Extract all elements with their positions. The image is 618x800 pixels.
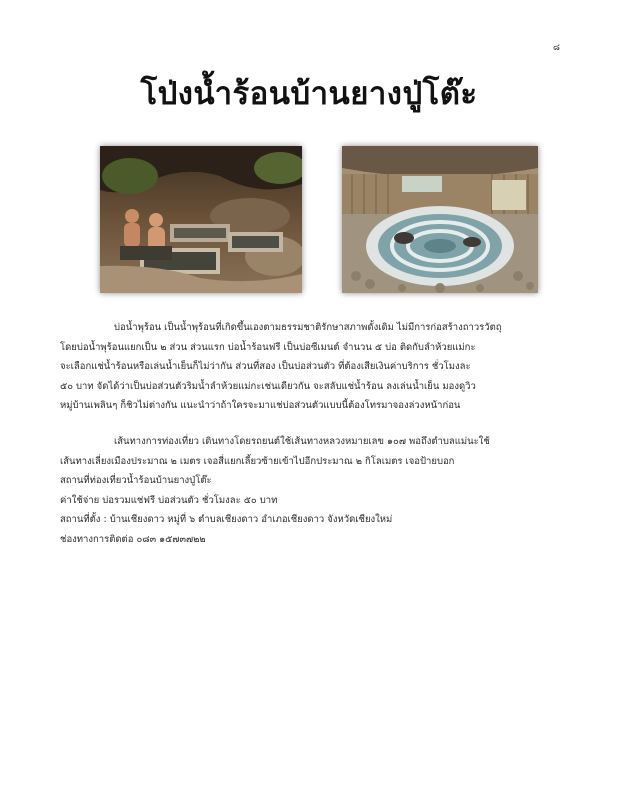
paragraph-line: จะเลือกแช่น้ำร้อนหรือเล่นน้ำเย็นก็ไม่ว่ากัน ส่วนที่สอง เป็นบ่อส่วนตัว ที่ต้องเสียเงินค่าบริการ ชั่วโมงละ [60, 361, 471, 373]
location-line: สถานที่ตั้ง : บ้านเชียงดาว หมู่ที่ ๖ ตำบลเชียงดาว อำเภอเชียงดาว จังหวัดเชียงใหม่ [60, 514, 393, 526]
paragraph-line: เส้นทางเลี่ยงเมืองประมาณ ๒ เมตร เจอสี่แยกเลี้ยวซ้ายเข้าไปอีกประมาณ ๒ กิโลเมตร เจอป้ายบอก [60, 455, 455, 467]
expense-line: ค่าใช้จ่าย บ่อรวมแช่ฟรี บ่อส่วนตัว ชั่วโมงละ ๕๐ บาท [60, 494, 278, 506]
paragraph-line: ๕๐ บาท จัดได้ว่าเป็นบ่อส่วนตัวริมน้ำลำห้วยแม่กะเช่นเดียวกัน จะสลับแช่น้ำร้อน ลงเล่นน้ำเย็น มองดูวิว [60, 380, 476, 392]
page-title: โป่งน้ำร้อนบ้านยางปู่โต๊ะ [140, 76, 478, 112]
paragraph-line: หมู่บ้านเพลินๆ ก็ชิวไม่ต่างกัน แนะนำว่าถ้าใครจะมาแช่บ่อส่วนตัวแบบนี้ต้องโทรมาจองล่วงหน้าก่อน [60, 400, 461, 412]
paragraph-line: สถานที่ท่องเที่ยวน้ำร้อนบ้านยางปู่โต๊ะ [60, 475, 212, 487]
paragraph-line: โดยบ่อน้ำพุร้อนแยกเป็น ๒ ส่วน ส่วนแรก บ่อน้ำร้อนฟรี เป็นบ่อซีเมนต์ จำนวน ๕ บ่อ ติดกับลำห้วยแม่กะ [60, 341, 476, 353]
page-number: ๘ [553, 43, 560, 53]
circular-pool-photo [342, 146, 538, 293]
hot-spring-bathers-photo [100, 146, 302, 293]
contact-line: ช่องทางการติดต่อ ๐๘๓ ๑๕๗๓๗๒๒ [60, 533, 206, 545]
description-paragraph [60, 318, 560, 416]
paragraph-line: บ่อน้ำพุร้อน เป็นน้ำพุร้อนที่เกิดขึ้นเองตามธรรมชาติรักษาสภาพดั้งเดิม ไม่มีการก่อสร้างถาวรวัตถุ [114, 322, 502, 333]
travel-info-paragraph [60, 432, 560, 550]
paragraph-line: เส้นทางการท่องเที่ยว เดินทางโดยรถยนต์ใช้เส้นทางหลวงหมายเลข ๑๐๗ พอถึงตำบลแม่นะใช้ [114, 436, 490, 447]
